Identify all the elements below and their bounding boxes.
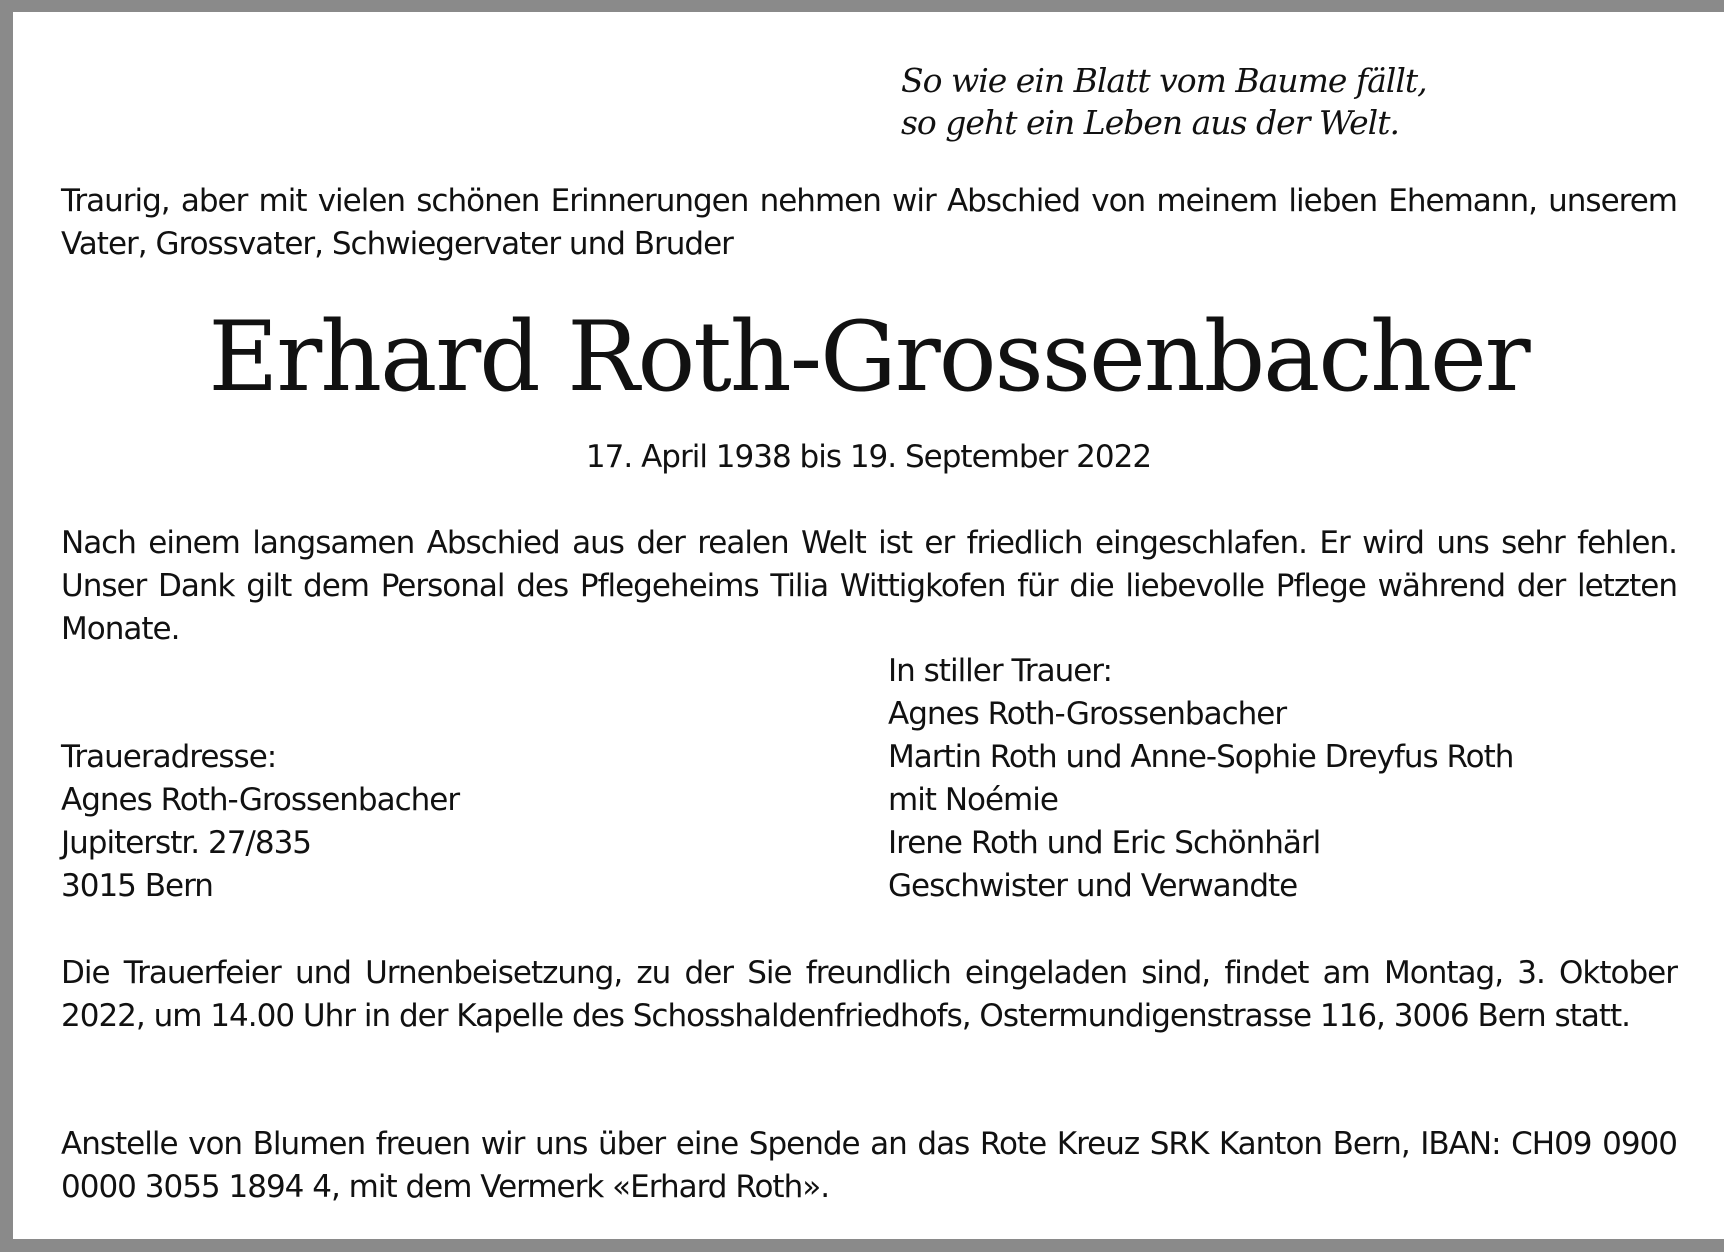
mourners-list <box>888 650 1513 908</box>
mourner-line: mit Noémie <box>888 782 1058 818</box>
address-line: 3015 Bern <box>61 868 213 904</box>
mourner-line: Geschwister und Verwandte <box>888 868 1298 904</box>
motto-line-1: So wie ein Blatt vom Baume fällt, <box>901 61 1427 100</box>
thanks-text: Nach einem langsamen Abschied aus der realen Welt ist er friedlich eingeschlafen. Er wird uns sehr fehlen. Unser Dank gilt dem Personal des Pflegeheims Tilia Wittigkofen für die liebevolle Pflege während der letzten Monate. <box>61 525 1677 647</box>
mourning-address <box>61 736 459 908</box>
address-heading: Traueradresse: <box>61 739 277 775</box>
obituary-notice <box>13 12 1724 1239</box>
address-line: Jupiterstr. 27/835 <box>61 825 312 861</box>
deceased-name: Erhard Roth-Grossenbacher <box>208 301 1529 413</box>
ceremony-text: Die Trauerfeier und Urnenbeisetzung, zu der Sie freundlich eingeladen sind, findet am Montag, 3. Oktober 2022, um 14.00 Uhr in der Kapelle des Schosshaldenfriedhofs, Ostermundigenstrasse 116, 3006 Bern statt. <box>61 955 1677 1034</box>
motto-verse <box>901 60 1427 144</box>
mourner-line: Martin Roth und Anne-Sophie Dreyfus Roth <box>888 739 1514 775</box>
donation-text: Anstelle von Blumen freuen wir uns über eine Spende an das Rote Kreuz SRK Kanton Bern, IBAN: CH09 0900 0000 3055 1894 4, mit dem Vermerk «Erhard Roth». <box>61 1126 1677 1205</box>
motto-line-2: so geht ein Leben aus der Welt. <box>901 103 1399 142</box>
life-dates: 17. April 1938 bis 19. September 2022 <box>585 439 1152 475</box>
mourner-line: Irene Roth und Eric Schönhärl <box>888 825 1321 861</box>
mourner-line: Agnes Roth-Grossenbacher <box>888 696 1287 732</box>
address-line: Agnes Roth-Grossenbacher <box>61 782 460 818</box>
mourners-heading: In stiller Trauer: <box>888 653 1112 689</box>
intro-text: Traurig, aber mit vielen schönen Erinnerungen nehmen wir Abschied von meinem lieben Ehemann, unserem Vater, Grossvater, Schwiegervater und Bruder <box>61 183 1677 262</box>
